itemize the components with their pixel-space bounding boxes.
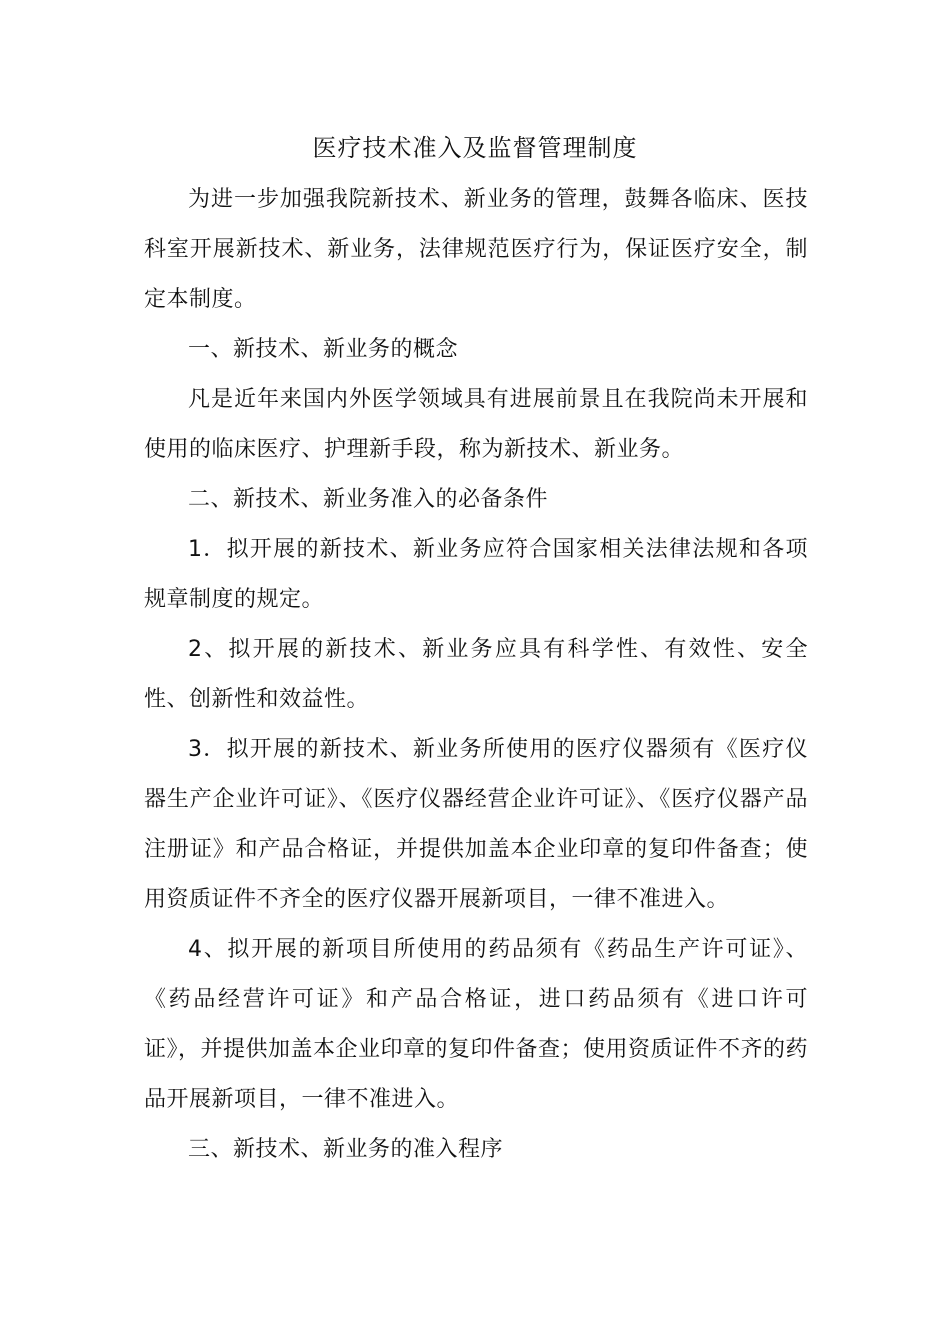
condition-item-2: 2、拟开展的新技术、新业务应具有科学性、有效性、安全性、创新性和效益性。 xyxy=(144,637,808,712)
concept-paragraph: 凡是近年来国内外医学领域具有进展前景且在我院尚未开展和使用的临床医疗、护理新手段，称为新技术、新业务。 xyxy=(144,387,808,462)
condition-item-4: 4、拟开展的新项目所使用的药品须有《药品生产许可证》、《药品经营许可证》和产品合格证，进口药品须有《进口许可证》，并提供加盖本企业印章的复印件备查；使用资质证件不齐的药品开展新项目，一律不准进入。 xyxy=(144,937,809,1112)
intro-paragraph: 为进一步加强我院新技术、新业务的管理，鼓舞各临床、医技科室开展新技术、新业务，法律规范医疗行为，保证医疗安全，制定本制度。 xyxy=(144,187,808,312)
condition-item-3: 3．拟开展的新技术、新业务所使用的医疗仪器须有《医疗仪器生产企业许可证》、《医疗仪器经营企业许可证》、《医疗仪器产品注册证》和产品合格证，并提供加盖本企业印章的复印件备查；使用资质证件不齐全的医疗仪器开展新项目，一律不准进入。 xyxy=(144,737,808,912)
condition-item-1: 1．拟开展的新技术、新业务应符合国家相关法律法规和各项规章制度的规定。 xyxy=(144,537,808,612)
section-heading-conditions: 二、新技术、新业务准入的必备条件 xyxy=(188,487,549,512)
document-body xyxy=(144,175,808,1175)
section-heading-concept: 一、新技术、新业务的概念 xyxy=(188,337,459,362)
section-heading-procedure: 三、新技术、新业务的准入程序 xyxy=(188,1137,504,1162)
document-title: 医疗技术准入及监督管理制度 xyxy=(312,134,638,162)
